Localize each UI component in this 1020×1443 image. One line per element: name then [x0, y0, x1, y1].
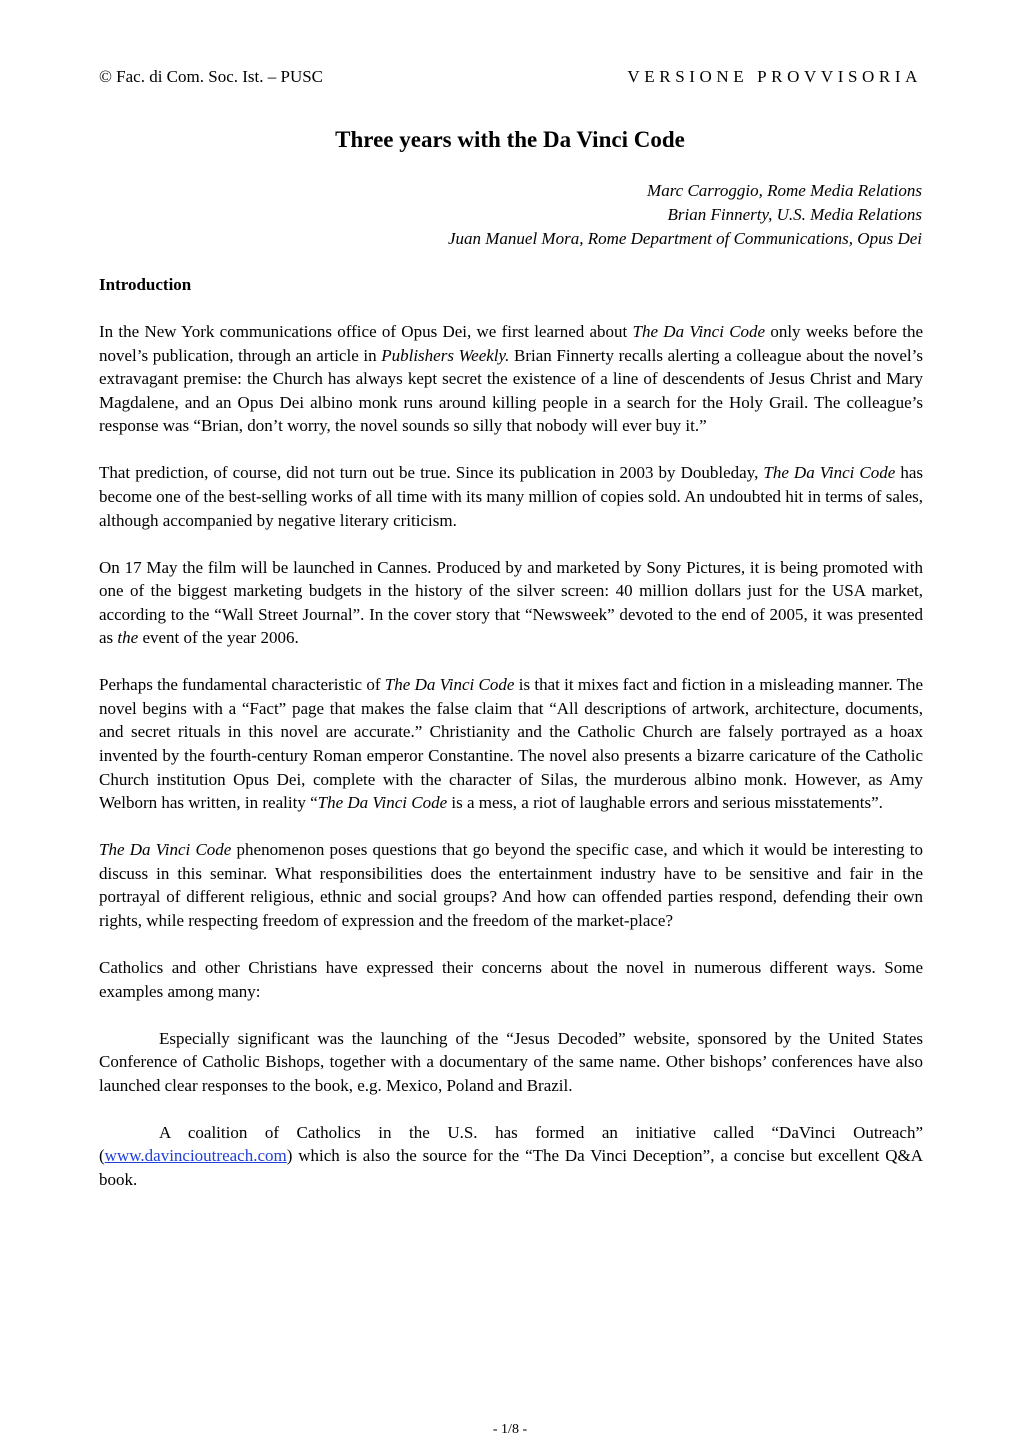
paragraph: In the New York communications office of Opus Dei, we first learned about The Da Vinci Code only weeks before the novel’s publication, through an article in Publishers Weekly. Brian Finnerty recalls alerting a colleague about the novel’s extravagant premise: the Church has always kept secret the existence of a line of descendents of Jesus Christ and Mary Magdalene, and an Opus Dei albino monk runs around killing people in a search for the Holy Grail. The colleague’s response was “Brian, don’t worry, the novel sounds so silly that nobody will ever buy it.”: [99, 322, 923, 436]
paragraph: On 17 May the film will be launched in Cannes. Produced by and marketed by Sony Pictures, it is being promoted with one of the biggest marketing budgets in the history of the silver screen: 40 million dollars just for the USA market, according to the “Wall Street Journal”. In the cover story that “Newsweek” devoted to the end of 2005, it was presented as the event of the year 2006.: [99, 557, 923, 648]
document-title: Three years with the Da Vinci Code: [335, 127, 685, 152]
body-text: [99, 320, 923, 1215]
paragraph: That prediction, of course, did not turn out be true. Since its publication in 2003 by Doubleday, The Da Vinci Code has become one of the best-selling works of all time with its many million of copies sold. An undoubted hit in terms of sales, although accompanied by negative literary criticism.: [99, 463, 924, 530]
paragraph: A coalition of Catholics in the U.S. has formed an initiative called “DaVinci Outreach” (www.davincioutreach.com) which is also the source for the “The Da Vinci Deception”, a concise but excellent Q&A book.: [99, 1122, 923, 1189]
author-line: Brian Finnerty, U.S. Media Relations: [667, 205, 922, 224]
section-heading-introduction: Introduction: [99, 275, 192, 294]
paragraph: The Da Vinci Code phenomenon poses questions that go beyond the specific case, and which it would be interesting to discuss in this seminar. What responsibilities does the entertainment industry have to be sensitive and fair in the portrayal of different religious, ethnic and social groups? And how can offended parties respond, defending their own rights, while respecting freedom of expression and the freedom of the market-place?: [99, 840, 923, 931]
author-list: [448, 179, 922, 251]
paragraph: Catholics and other Christians have expressed their concerns about the novel in numerous different ways. Some examples among many:: [99, 958, 923, 1001]
davincioutreach-link[interactable]: www.davincioutreach.com: [104, 1146, 287, 1166]
page-header: [99, 66, 922, 88]
header-version-label: VERSIONE PROVVISORIA: [627, 67, 922, 86]
author-line: Marc Carroggio, Rome Media Relations: [647, 181, 922, 200]
paragraph: Especially significant was the launching of the “Jesus Decoded” website, sponsored by the United States Conference of Catholic Bishops, together with a documentary of the same name. Other bishops’ conferences have also launched clear responses to the book, e.g. Mexico, Poland and Brazil.: [99, 1028, 923, 1095]
author-line: Juan Manuel Mora, Rome Department of Communications, Opus Dei: [447, 229, 922, 248]
page-number: - 1/8 -: [492, 1422, 528, 1437]
paragraph: Perhaps the fundamental characteristic of The Da Vinci Code is that it mixes fact and fiction in a misleading manner. The novel begins with a “Fact” page that makes the false claim that “All descriptions of artwork, architecture, documents, and secret rituals in this novel are accurate.” Christianity and the Catholic Church are falsely portrayed as a hoax invented by the fourth-century Roman emperor Constantine. The novel also presents a bizarre caricature of the Catholic Church institution Opus Dei, complete with the character of Silas, the murderous albino monk. However, as Amy Welborn has written, in reality “The Da Vinci Code is a mess, a riot of laughable errors and serious misstatements”.: [99, 675, 923, 813]
header-copyright: © Fac. di Com. Soc. Ist. – PUSC: [99, 67, 324, 86]
